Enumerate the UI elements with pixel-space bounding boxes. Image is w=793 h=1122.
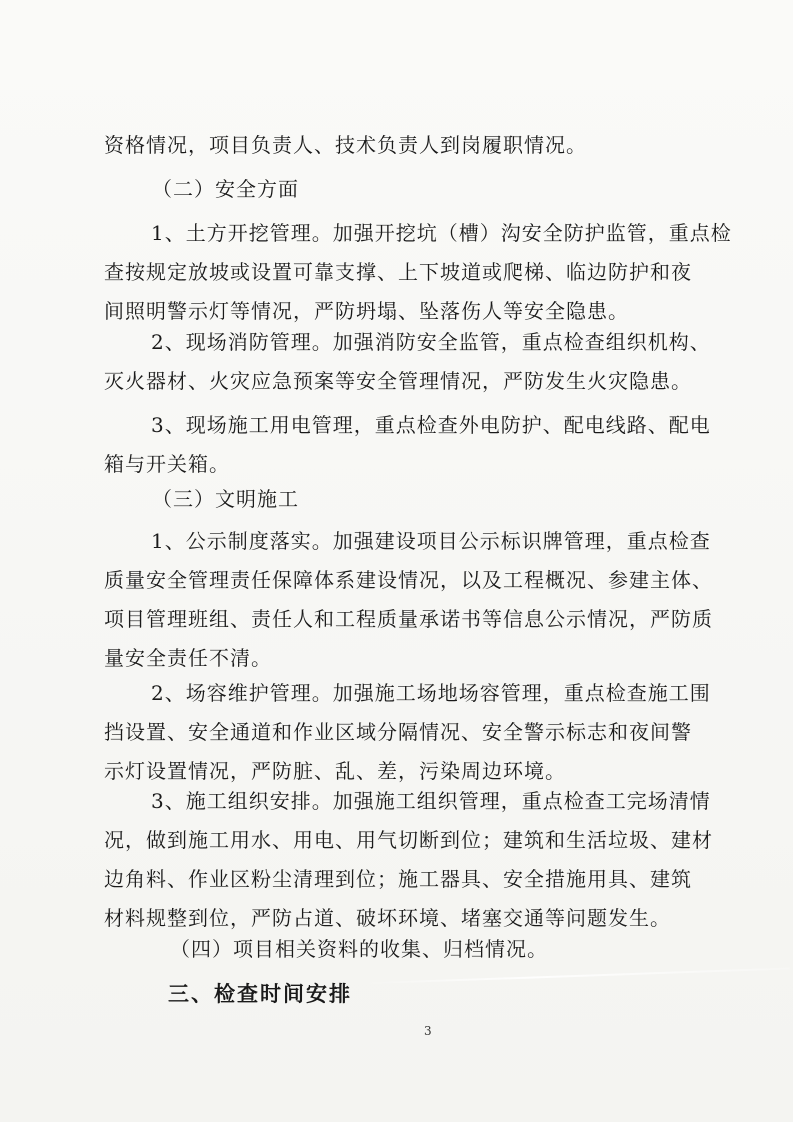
text-line: 挡设置、安全通道和作业区域分隔情况、安全警示标志和夜间警 xyxy=(104,720,692,744)
text-line: 资格情况，项目负责人、技术负责人到岗履职情况。 xyxy=(104,133,587,157)
section-heading-schedule: 三、检查时间安排 xyxy=(168,982,352,1006)
paragraph-disclosure xyxy=(104,522,713,678)
text-line: 1、土方开挖管理。加强开挖坑（槽）沟安全防护监管，重点检 xyxy=(151,221,732,245)
subheading-safety xyxy=(152,170,752,209)
text-line: 2、现场消防管理。加强消防安全监管，重点检查组织机构、 xyxy=(151,330,711,354)
text-line: 材料规整到位，严防占道、破坏环境、堵塞交通等问题发生。 xyxy=(104,906,671,930)
text-line: 查按规定放坡或设置可靠支撑、上下坡道或爬梯、临边防护和夜 xyxy=(104,260,692,284)
text-line: 质量安全管理责任保障体系建设情况，以及工程概况、参建主体、 xyxy=(104,568,713,592)
text-line: 示灯设置情况，严防脏、乱、差，污染周边环境。 xyxy=(104,759,566,783)
text-line: 箱与开关箱。 xyxy=(104,452,230,476)
scan-crease xyxy=(360,967,790,984)
text-line: 灭火器材、火灾应急预案等安全管理情况，严防发生火灾隐患。 xyxy=(104,369,692,393)
paragraph-site-maintenance xyxy=(104,674,711,791)
text-line: （三）文明施工 xyxy=(152,487,299,511)
paragraph-electricity xyxy=(104,406,711,484)
paragraph-fire xyxy=(104,323,711,401)
text-line: 2、场容维护管理。加强施工场地场容管理，重点检查施工围 xyxy=(151,681,711,705)
text-line: 3、现场施工用电管理，重点检查外电防护、配电线路、配电 xyxy=(151,413,711,437)
paragraph-earthwork xyxy=(104,214,732,331)
text-line: 3、施工组织安排。加强施工组织管理，重点检查工完场清情 xyxy=(151,789,711,813)
text-line: 边角料、作业区粉尘清理到位；施工器具、安全措施用具、建筑 xyxy=(104,867,692,891)
text-line: 量安全责任不清。 xyxy=(104,646,272,670)
text-line: （二）安全方面 xyxy=(152,177,299,201)
subheading-documents xyxy=(170,930,770,969)
text-line: （四）项目相关资料的收集、归档情况。 xyxy=(170,937,548,961)
subheading-civilized xyxy=(152,480,752,519)
page-number: 3 xyxy=(424,1024,432,1038)
paragraph-qualification xyxy=(104,126,704,165)
text-line: 况，做到施工用水、用电、用气切断到位；建筑和生活垃圾、建材 xyxy=(104,828,713,852)
text-line: 间照明警示灯等情况，严防坍塌、坠落伤人等安全隐患。 xyxy=(104,299,629,323)
paragraph-construction-org xyxy=(104,782,713,938)
text-line: 1、公示制度落实。加强建设项目公示标识牌管理，重点检查 xyxy=(151,529,711,553)
text-line: 项目管理班组、责任人和工程质量承诺书等信息公示情况，严防质 xyxy=(104,607,713,631)
